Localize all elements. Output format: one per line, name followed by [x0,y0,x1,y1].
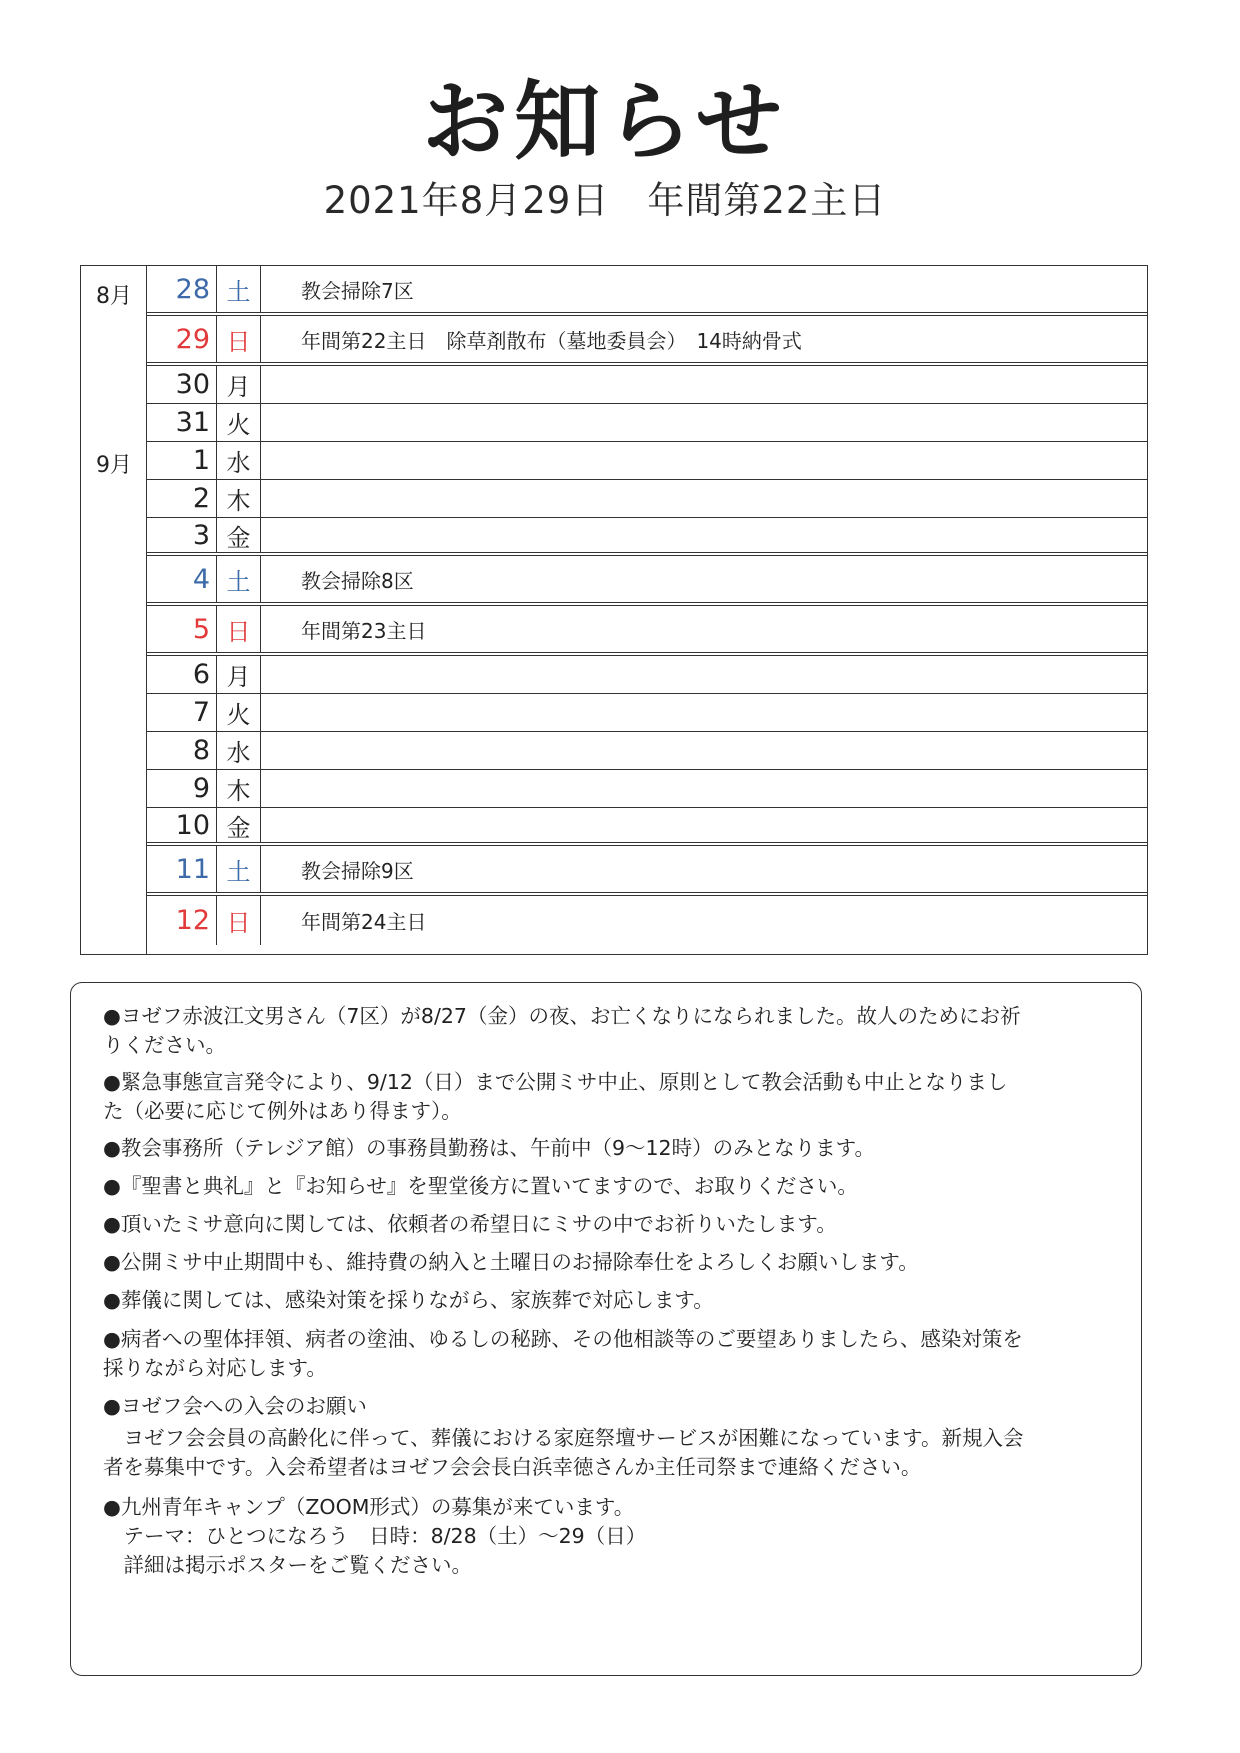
calendar-row [147,896,1147,945]
calendar-day: 12 [147,896,217,945]
notice-item [103,1134,1113,1163]
calendar-weekday: 水 [217,732,261,769]
calendar-weekday: 火 [217,694,261,731]
calendar-weekday: 月 [217,366,261,403]
calendar-weekday: 土 [217,846,261,892]
notice-line: ヨゼフ会会員の高齢化に伴って、葬儀における家庭祭壇サービスが困難になっています。新規入会 [103,1426,1024,1450]
calendar-weekday: 日 [217,606,261,652]
calendar-day: 4 [147,556,217,602]
calendar-event [261,656,1147,693]
calendar-row [147,694,1147,732]
calendar-row [147,846,1147,896]
calendar-day: 6 [147,656,217,693]
calendar-event [261,518,1147,552]
notice-item [103,1248,1113,1277]
calendar-event: 年間第23主日 [301,618,427,643]
calendar-weekday: 土 [217,266,261,312]
notice-item [103,1172,1113,1201]
notice-line: ●『聖書と典礼』と『お知らせ』を聖堂後方に置いてますので、お取りください。 [103,1174,858,1198]
calendar-row [147,656,1147,694]
notice-line: ●公開ミサ中止期間中も、維持費の納入と土曜日のお掃除奉仕をよろしくお願いします。 [103,1250,919,1274]
calendar-event [261,480,1147,517]
notice-line: 詳細は掲示ポスターをご覧ください。 [103,1553,472,1577]
notice-line: ●葬儀に関しては、感染対策を採りながら、家族葬で対応します。 [103,1288,714,1312]
calendar-day: 2 [147,480,217,517]
calendar-day: 7 [147,694,217,731]
calendar-day: 30 [147,366,217,403]
notice-item [103,1002,1113,1060]
calendar-weekday: 金 [217,808,261,842]
calendar-day: 9 [147,770,217,807]
notice-line: 者を募集中です。入会希望者はヨゼフ会会長白浜幸徳さんか主任司祭まで連絡ください。 [103,1455,922,1479]
calendar-day: 10 [147,808,217,842]
calendar-row [147,732,1147,770]
calendar-day: 29 [147,316,217,362]
notice-item [103,1493,1113,1580]
notice-line: テーマ：ひとつになろう 日時：8/28（土）～29（日） [103,1524,647,1548]
calendar-event [261,366,1147,403]
calendar-row [147,316,1147,366]
calendar-weekday: 火 [217,404,261,441]
calendar-event [261,694,1147,731]
notice-line: た（必要に応じて例外はあり得ます）。 [103,1099,462,1123]
notice-line: ●頂いたミサ意向に関しては、依頼者の希望日にミサの中でお祈りいたします。 [103,1212,837,1236]
month-label-september: 9月 [96,453,132,478]
notice-line: りください。 [103,1033,226,1057]
notice-line: ●ヨゼフ会への入会のお願い [103,1394,367,1418]
calendar-day: 1 [147,442,217,479]
notice-item [103,1068,1113,1126]
notice-line: ●緊急事態宣言発令により、9/12（日）まで公開ミサ中止、原則として教会活動も中止となりまし [103,1070,1008,1094]
calendar-row [147,518,1147,556]
calendar-row [147,770,1147,808]
calendar-day: 28 [147,266,217,312]
calendar-weekday: 水 [217,442,261,479]
calendar-weekday: 木 [217,480,261,517]
notice-line: ●九州青年キャンプ（ZOOM形式）の募集が来ています。 [103,1495,635,1519]
calendar-weekday: 月 [217,656,261,693]
notice-item [103,1210,1113,1239]
calendar-day: 5 [147,606,217,652]
page-title: お知らせ [422,72,788,172]
calendar-event [261,404,1147,441]
calendar-event: 年間第22主日 除草剤散布（墓地委員会） 14時納骨式 [301,328,802,353]
calendar-row [147,606,1147,656]
calendar-event [261,442,1147,479]
calendar-event: 教会掃除9区 [301,858,414,883]
calendar-row [147,480,1147,518]
calendar-weekday: 土 [217,556,261,602]
calendar-row [147,404,1147,442]
calendar-day: 31 [147,404,217,441]
notice-line: ●教会事務所（テレジア館）の事務員勤務は、午前中（9～12時）のみとなります。 [103,1136,875,1160]
calendar-day: 3 [147,518,217,552]
notice-line: ●病者への聖体拝領、病者の塗油、ゆるしの秘跡、その他相談等のご要望ありましたら、感染対策を [103,1327,1023,1351]
month-column [81,266,147,954]
notice-line: 採りながら対応します。 [103,1356,327,1380]
calendar-event: 年間第24主日 [301,910,427,934]
calendar-event [261,770,1147,807]
calendar-day: 11 [147,846,217,892]
notice-item [103,1392,1113,1482]
calendar-event: 教会掃除7区 [301,278,414,303]
calendar-row [147,442,1147,480]
calendar-event [261,732,1147,769]
notice-item [103,1325,1113,1383]
page-subtitle: 2021年8月29日 年間第22主日 [323,179,887,222]
calendar-table [80,265,1148,955]
calendar-event [261,808,1147,842]
calendar-day: 8 [147,732,217,769]
calendar-weekday: 日 [217,316,261,362]
notice-line: ●ヨゼフ赤波江文男さん（7区）が8/27（金）の夜、お亡くなりになられました。故人のためにお祈 [103,1004,1021,1028]
calendar-row [147,266,1147,316]
calendar-row [147,366,1147,404]
notice-box [70,982,1142,1676]
calendar-row [147,556,1147,606]
calendar-row [147,808,1147,846]
month-label-august: 8月 [96,284,132,309]
notice-item [103,1286,1113,1315]
calendar-weekday: 日 [217,896,261,945]
calendar-weekday: 木 [217,770,261,807]
calendar-weekday: 金 [217,518,261,552]
calendar-event: 教会掃除8区 [301,568,414,593]
